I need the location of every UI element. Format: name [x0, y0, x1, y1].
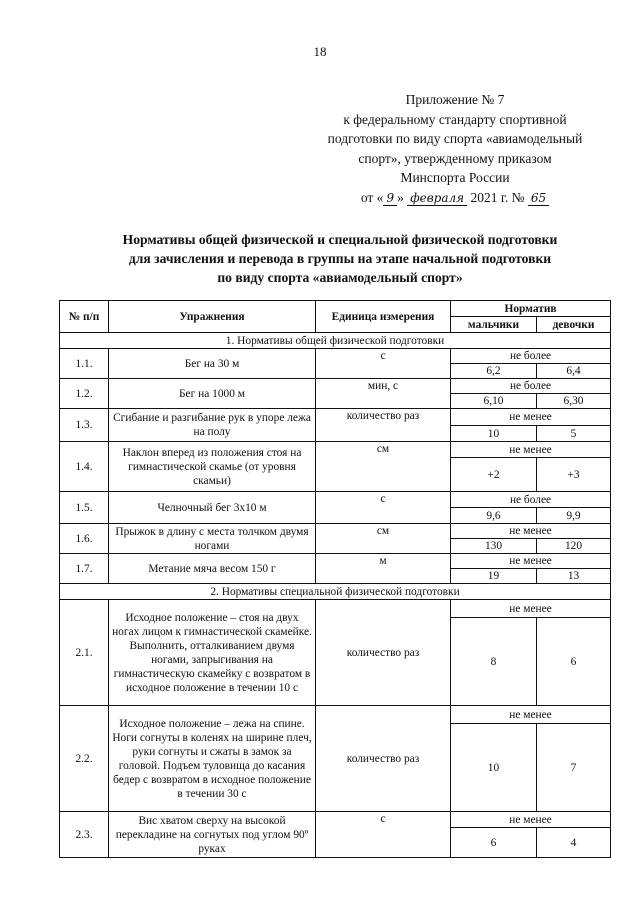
unit-cell: с	[316, 812, 451, 858]
unit-cell: м	[316, 554, 451, 584]
appendix-line: Приложение № 7	[405, 92, 505, 107]
order-date-line	[310, 188, 600, 209]
header-boys: мальчики	[451, 317, 537, 333]
table-row	[60, 812, 611, 828]
girls-value: 7	[537, 724, 611, 812]
title-line: для зачисления и перевода в группы на этапе начальной подготовки	[128, 251, 552, 266]
unit-cell: количество раз	[316, 600, 451, 706]
exercise-cell: Исходное положение – стоя на двух ногах лицом к гимнастической скамейке. Выполнить, отталкиванием двумя ногами, запрыгивания на гимнастическую скамейку с возвратом в исходное положение в течении 10 с	[109, 600, 316, 706]
section-heading: 1. Нормативы общей физической подготовки	[60, 333, 611, 349]
boys-value: 130	[451, 539, 537, 554]
exercise-cell: Бег на 1000 м	[109, 379, 316, 409]
row-number: 2.3.	[60, 812, 109, 858]
exercise-cell: Бег на 30 м	[109, 349, 316, 379]
appendix-line: подготовки по виду спорта «авиамодельный	[327, 131, 583, 146]
girls-value: 13	[537, 569, 611, 584]
date-prefix: от «	[360, 189, 384, 205]
appendix-line: спорт», утвержденному приказом	[358, 150, 552, 166]
document-title	[60, 230, 620, 287]
condition-cell: не менее	[451, 442, 611, 458]
girls-value: 6,30	[537, 394, 611, 409]
appendix-line: к федеральному стандарту спортивной	[343, 111, 567, 127]
unit-cell: см	[316, 524, 451, 554]
table-row	[60, 600, 611, 618]
table-row	[60, 524, 611, 539]
exercise-cell: Метание мяча весом 150 г	[109, 554, 316, 584]
header-unit: Единица измерения	[316, 301, 451, 333]
girls-value: 9,9	[537, 508, 611, 524]
header-girls: девочки	[537, 317, 611, 333]
boys-value: 6,2	[451, 364, 537, 379]
handwritten-month: февраля	[407, 191, 467, 206]
unit-cell: см	[316, 442, 451, 492]
condition-cell: не менее	[451, 554, 611, 569]
row-number: 1.1.	[60, 349, 109, 379]
boys-value: 10	[451, 426, 537, 442]
girls-value: 4	[537, 828, 611, 858]
exercise-cell: Челночный бег 3х10 м	[109, 492, 316, 524]
appendix-line: Минспорта России	[400, 170, 510, 185]
row-number: 1.6.	[60, 524, 109, 554]
exercise-cell: Сгибание и разгибание рук в упоре лежа на полу	[109, 409, 316, 442]
condition-cell: не более	[451, 349, 611, 364]
header-norm: Норматив	[451, 301, 611, 317]
row-number: 1.4.	[60, 442, 109, 492]
date-year: 2021 г. №	[470, 189, 525, 205]
table-row	[60, 349, 611, 364]
row-number: 2.2.	[60, 706, 109, 812]
condition-cell: не более	[451, 492, 611, 508]
title-line: Нормативы общей физической и специальной физической подготовки	[122, 232, 558, 247]
boys-value: 19	[451, 569, 537, 584]
girls-value: +3	[537, 458, 611, 492]
unit-cell: с	[316, 492, 451, 524]
unit-cell: мин, с	[316, 379, 451, 409]
row-number: 1.2.	[60, 379, 109, 409]
table-row	[60, 409, 611, 426]
section-heading: 2. Нормативы специальной физической подготовки	[60, 584, 611, 600]
table-row	[60, 554, 611, 569]
row-number: 2.1.	[60, 600, 109, 706]
table-row	[60, 442, 611, 458]
boys-value: 9,6	[451, 508, 537, 524]
header-exercise: Упражнения	[109, 301, 316, 333]
condition-cell: не менее	[451, 812, 611, 828]
exercise-cell: Исходное положение – лежа на спине. Ноги согнуты в коленях на ширине плеч, руки согнуты и сжаты в замок за головой. Подъем туловища до касания бедер с возвратом в исходное положение в течении 30 с	[109, 706, 316, 812]
girls-value: 5	[537, 426, 611, 442]
appendix-block	[310, 90, 600, 208]
page-number: 18	[313, 44, 327, 59]
girls-value: 120	[537, 539, 611, 554]
boys-value: 6	[451, 828, 537, 858]
table-row	[60, 706, 611, 724]
handwritten-order-number: 65	[528, 191, 549, 206]
condition-cell: не более	[451, 379, 611, 394]
handwritten-day: 9	[383, 191, 397, 206]
row-number: 1.5.	[60, 492, 109, 524]
date-mid: »	[397, 189, 404, 205]
boys-value: 6,10	[451, 394, 537, 409]
boys-value: +2	[451, 458, 537, 492]
unit-cell: количество раз	[316, 409, 451, 442]
norms-table	[59, 300, 611, 858]
condition-cell: не менее	[451, 706, 611, 724]
boys-value: 10	[451, 724, 537, 812]
title-line: по виду спорта «авиамодельный спорт»	[217, 270, 463, 285]
unit-cell: с	[316, 349, 451, 379]
exercise-cell: Прыжок в длину с места толчком двумя ногами	[109, 524, 316, 554]
row-number: 1.3.	[60, 409, 109, 442]
condition-cell: не менее	[451, 600, 611, 618]
exercise-cell: Наклон вперед из положения стоя на гимнастической скамье (от уровня скамьи)	[109, 442, 316, 492]
girls-value: 6	[537, 618, 611, 706]
unit-cell: количество раз	[316, 706, 451, 812]
table-row	[60, 379, 611, 394]
condition-cell: не менее	[451, 524, 611, 539]
boys-value: 8	[451, 618, 537, 706]
row-number: 1.7.	[60, 554, 109, 584]
table-row	[60, 492, 611, 508]
girls-value: 6,4	[537, 364, 611, 379]
header-num: № п/п	[60, 301, 109, 333]
exercise-cell: Вис хватом сверху на высокой перекладине на согнутых под углом 90º руках	[109, 812, 316, 858]
condition-cell: не менее	[451, 409, 611, 426]
